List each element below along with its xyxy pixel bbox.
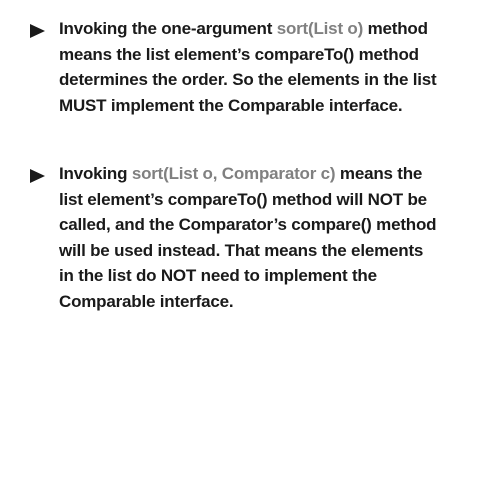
- triangle-bullet-icon: [30, 169, 45, 183]
- bullet-line: Invoking sort(List o, Comparator c) means the: [59, 164, 423, 183]
- bullet-line: MUST implement the Comparable interface.: [59, 95, 403, 115]
- code-snippet: sort(List o, Comparator c): [131, 164, 336, 183]
- triangle-bullet-icon: [30, 24, 45, 38]
- bullet-item-one-argument-sort: [30, 16, 450, 118]
- bullet-line: means the list element’s compareTo() method: [59, 44, 419, 64]
- bullet-text: [59, 16, 450, 118]
- code-snippet: sort(List o): [276, 19, 364, 38]
- bullet-line: determines the order. So the elements in the list: [59, 70, 437, 89]
- bullet-item-comparator-sort: [30, 161, 450, 314]
- bullet-line: list element’s compareTo() method will NOT be: [59, 189, 427, 209]
- bullet-line: called, and the Comparator’s compare() method: [59, 215, 437, 234]
- bullet-text: [59, 161, 450, 314]
- bullet-line: in the list do NOT need to implement the: [59, 266, 377, 285]
- bullet-line: Invoking the one-argument sort(List o) method: [59, 19, 428, 38]
- bullet-line: will be used instead. That means the elements: [59, 240, 424, 260]
- bullet-line: Comparable interface.: [59, 291, 234, 311]
